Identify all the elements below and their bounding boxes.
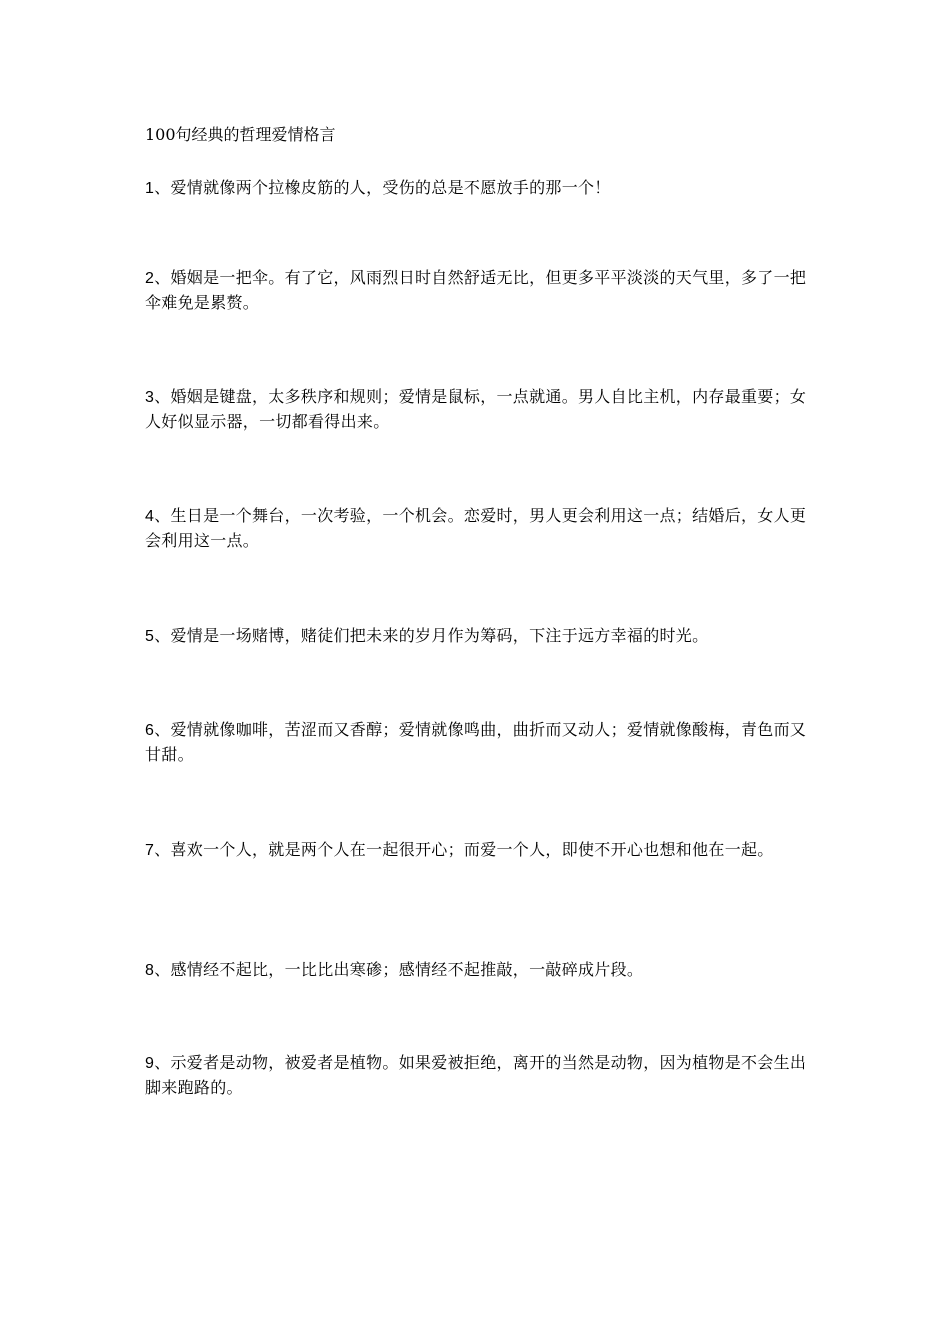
entry-7 [145, 838, 815, 863]
entry-3 [145, 385, 815, 434]
entry-number: 2 [145, 270, 155, 287]
entry-number: 9 [145, 1055, 155, 1072]
entry-number: 8 [145, 962, 155, 979]
entry-number: 5 [145, 628, 155, 645]
entry-number: 6 [145, 722, 155, 739]
page-title: 100句经典的哲理爱情格言 [145, 125, 336, 144]
entry-4 [145, 504, 815, 553]
entry-text: 、婚姻是一把伞。有了它，风雨烈日时自然舒适无比，但更多平平淡淡的天气里，多了一把伞难免是累赘。 [145, 268, 807, 312]
entry-number: 3 [145, 389, 155, 406]
entry-9 [145, 1051, 815, 1100]
entry-text: 、示爱者是动物，被爱者是植物。如果爱被拒绝，离开的当然是动物，因为植物是不会生出脚来跑路的。 [145, 1053, 807, 1097]
entry-text: 、爱情就像咖啡，苦涩而又香醇；爱情就像鸣曲，曲折而又动人；爱情就像酸梅，青色而又甘甜。 [145, 720, 807, 764]
entry-5 [145, 624, 815, 649]
entry-number: 7 [145, 842, 155, 859]
entry-number: 4 [145, 508, 155, 525]
entry-1 [145, 176, 815, 201]
entry-number: 1 [145, 180, 155, 197]
entry-text: 、婚姻是键盘，太多秩序和规则；爱情是鼠标，一点就通。男人自比主机，内存最重要；女人好似显示器，一切都看得出来。 [145, 387, 807, 431]
entry-8 [145, 958, 815, 983]
entry-text: 、喜欢一个人，就是两个人在一起很开心；而爱一个人，即使不开心也想和他在一起。 [154, 840, 774, 859]
entry-text: 、爱情就像两个拉橡皮筋的人，受伤的总是不愿放手的那一个！ [154, 178, 611, 197]
entry-6 [145, 718, 815, 767]
entry-2 [145, 266, 815, 315]
entry-text: 、感情经不起比，一比比出寒碜；感情经不起推敲，一敲碎成片段。 [154, 960, 644, 979]
entry-text: 、生日是一个舞台，一次考验，一个机会。恋爱时，男人更会利用这一点；结婚后，女人更会利用这一点。 [145, 506, 807, 550]
entry-text: 、爱情是一场赌博，赌徒们把未来的岁月作为筹码，下注于远方幸福的时光。 [154, 626, 709, 645]
